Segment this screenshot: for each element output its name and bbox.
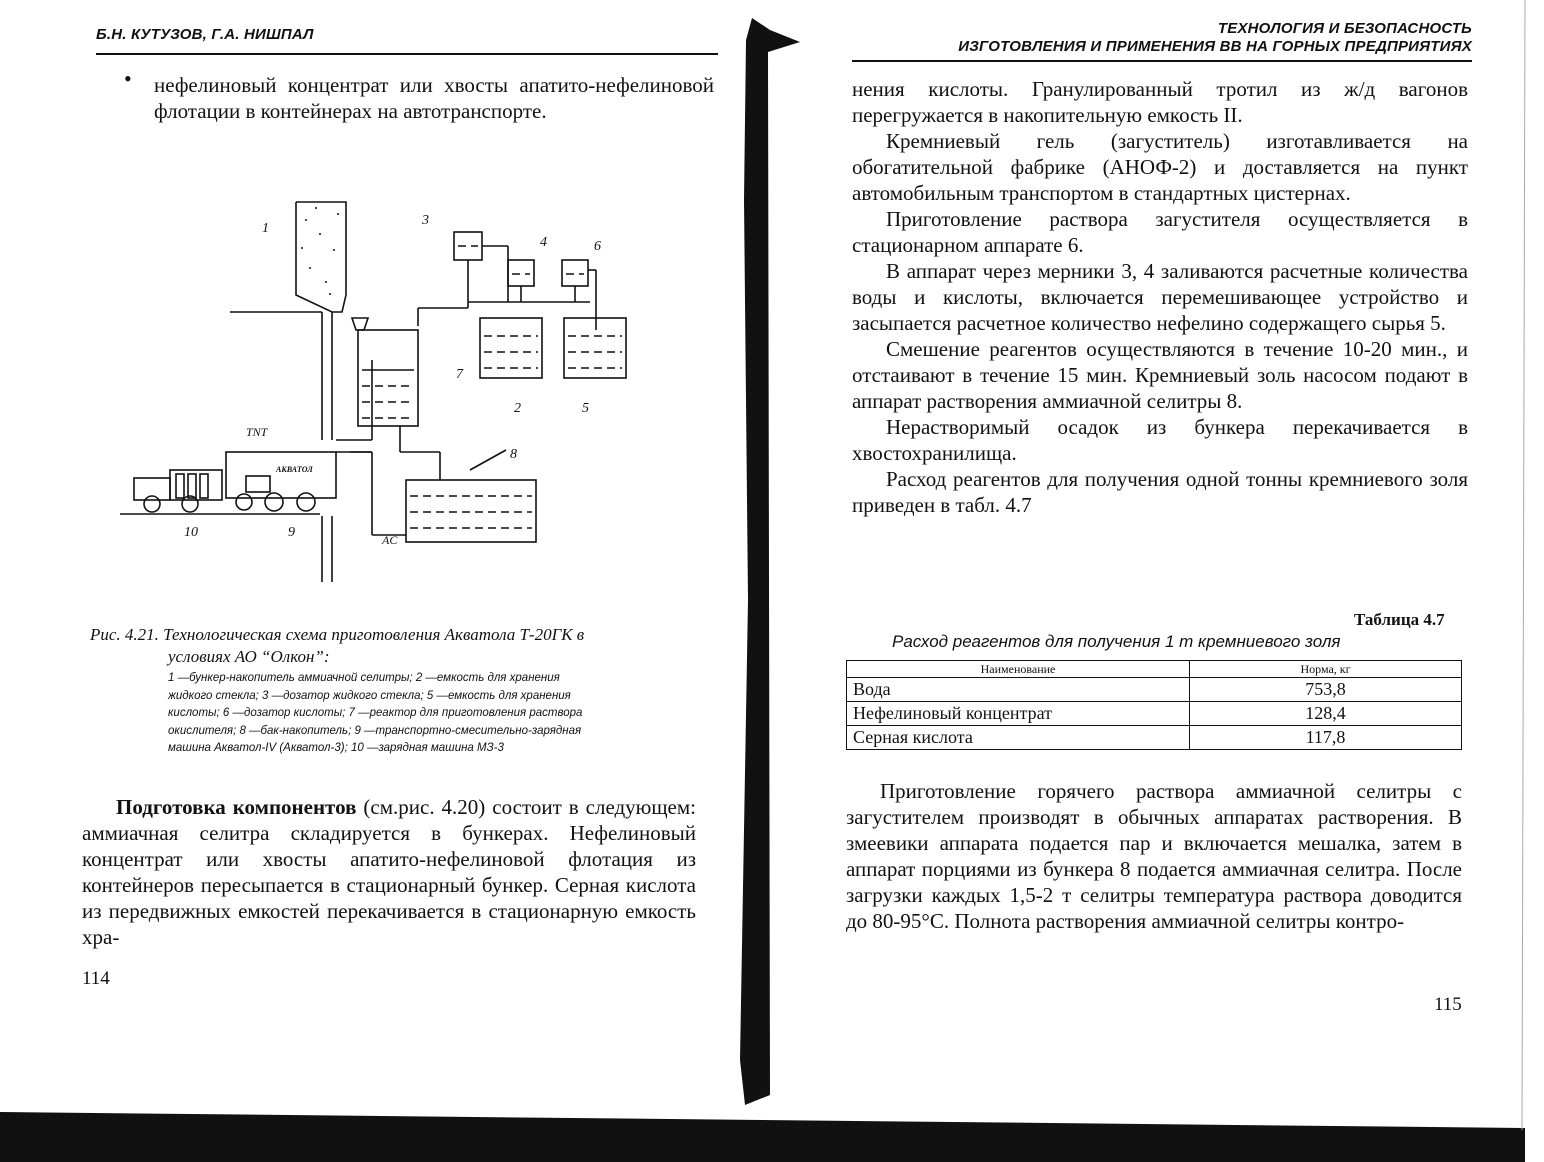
fig-label-10: 10	[184, 525, 198, 540]
figure-caption-line2: условиях АО “Олкон”:	[168, 647, 330, 666]
table-header: Наименование	[847, 661, 1190, 678]
hopper-feed	[352, 318, 368, 330]
fig-label-2: 2	[514, 401, 521, 416]
fig-label-1: 1	[262, 221, 269, 236]
process-flow-diagram	[110, 190, 650, 600]
table-header: Норма, кг	[1190, 661, 1462, 678]
paragraph: Смешение реагентов осуществляются в течение 10-20 мин., и отстаивают в течение 15 мин. Кремниевый золь насосом подают в аппарат растворения аммиачной селитры 8.	[852, 337, 1468, 413]
components-text: (см.рис. 4.20) состоит в следующем: аммиачная селитра складируется в бункерах. Нефелиновый концентрат или хвосты апатито-нефелиновой флотация из контейнеров пересыпается в стационарный бункер. Серная кислота из передвижных емкостей перекачивается в стационарную емкость хра-	[82, 795, 696, 949]
table-header-row	[847, 661, 1462, 678]
figure-caption-line1: Рис. 4.21. Технологическая схема приготовления Акватола Т-20ГК в	[90, 625, 585, 644]
reactor-7	[358, 330, 418, 426]
paragraph: Кремниевый гель (загуститель) изготавливается на обогатительной фабрике (АНОФ-2) и доставляется на пункт автомобильным транспортом в стандартных цистернах.	[852, 129, 1468, 205]
legend-line: жидкого стекла; 3 —дозатор жидкого стекла; 5 —емкость для хранения	[168, 689, 571, 702]
left-running-header: Б.Н. КУТУЗОВ, Г.А. НИШПАЛ	[96, 26, 314, 43]
tank-8	[406, 480, 536, 542]
bullet-icon: •	[124, 66, 132, 91]
components-heading: Подготовка компонентов	[116, 795, 357, 819]
table-label: Таблица 4.7	[1354, 610, 1445, 629]
bunker-1	[296, 202, 346, 312]
fig-label-8: 8	[510, 447, 517, 462]
doser-4	[508, 260, 534, 286]
table-row	[847, 702, 1462, 726]
left-page-number: 114	[82, 968, 110, 989]
right-body-text	[852, 76, 1468, 518]
right-running-header-line2: ИЗГОТОВЛЕНИЯ И ПРИМЕНЕНИЯ ВВ НА ГОРНЫХ ПРЕДПРИЯТИЯХ	[958, 38, 1472, 55]
paragraph: Расход реагентов для получения одной тонны кремниевого золя приведен в табл. 4.7	[852, 467, 1468, 517]
paragraph: Приготовление раствора загустителя осуществляется в стационарном аппарате 6.	[852, 207, 1468, 257]
table-cell: 128,4	[1190, 702, 1462, 726]
fig-label-7: 7	[456, 367, 463, 382]
paragraph: Нерастворимый осадок из бункера перекачивается в хвостохранилища.	[852, 415, 1468, 465]
hot-solution-paragraph: Приготовление горячего раствора аммиачной селитры с загустителем производят в обычных аппаратах растворения. В змеевики аппарата подается пар и включается мешалка, затем в аппарат порциями из бункера 8 подается аммиачная селитра. После загрузки каждых 1,5-2 т селитры температура раствора доводится до 80-95°С. Полнота растворения аммиачной селитры контро-	[846, 779, 1462, 933]
legend-line: окислителя; 8 —бак-накопитель; 9 —транспортно-смесительно-зарядная	[168, 724, 582, 737]
fig-label-3: 3	[422, 213, 429, 228]
bottom-edge-shadow	[0, 1112, 1525, 1162]
table-cell: Серная кислота	[847, 726, 1190, 750]
truck-9-body	[226, 452, 336, 498]
fig-label-ac: AC	[382, 533, 398, 547]
book-spine-shadow	[740, 18, 800, 1105]
tank-2	[480, 318, 542, 378]
page-right-edge	[1522, 0, 1525, 1130]
paragraph: В аппарат через мерники 3, 4 заливаются расчетные количества воды и кислоты, включается перемешивающее устройство и засыпается расчетное количество нефелино содержащего сырья 5.	[852, 259, 1468, 335]
table-row	[847, 678, 1462, 702]
fig-label-5: 5	[582, 401, 589, 416]
table-cell: Нефелиновый концентрат	[847, 702, 1190, 726]
fig-label-tnt: TNT	[246, 425, 268, 439]
left-header-rule	[96, 53, 718, 55]
truck-label: АКВАТОЛ	[276, 465, 313, 474]
components-paragraph	[82, 794, 696, 950]
bullet-paragraph: нефелиновый концентрат или хвосты апатито-нефелиновой флотации в контейнерах на автотранспорте.	[154, 73, 714, 123]
reagents-table	[846, 660, 1462, 750]
legend-line: машина Акватол-IV (Акватол-3); 10 —зарядная машина МЗ-3	[168, 742, 504, 754]
table-title: Расход реагентов для получения 1 т кремниевого золя	[892, 632, 1341, 651]
table-row	[847, 726, 1462, 750]
tank-5	[564, 318, 626, 378]
doser-6	[562, 260, 588, 286]
right-running-header-line1: ТЕХНОЛОГИЯ И БЕЗОПАСНОСТЬ	[1217, 20, 1472, 37]
fig-label-6: 6	[594, 239, 601, 254]
legend-line: 1 —бункер-накопитель аммиачной селитры; 2 —емкость для хранения	[168, 672, 560, 684]
fig-label-4: 4	[540, 235, 547, 250]
table-cell: 117,8	[1190, 726, 1462, 750]
paragraph: нения кислоты. Гранулированный тротил из ж/д вагонов перегружается в накопительную емкость II.	[852, 77, 1468, 127]
table-cell: 753,8	[1190, 678, 1462, 702]
legend-line: кислоты; 6 —дозатор кислоты; 7 —реактор для приготовления раствора	[168, 707, 583, 719]
right-header-rule	[852, 60, 1472, 62]
fig-label-9: 9	[288, 525, 295, 540]
right-page-number: 115	[1434, 994, 1462, 1015]
figure-legend	[168, 670, 708, 758]
table-cell: Вода	[847, 678, 1190, 702]
